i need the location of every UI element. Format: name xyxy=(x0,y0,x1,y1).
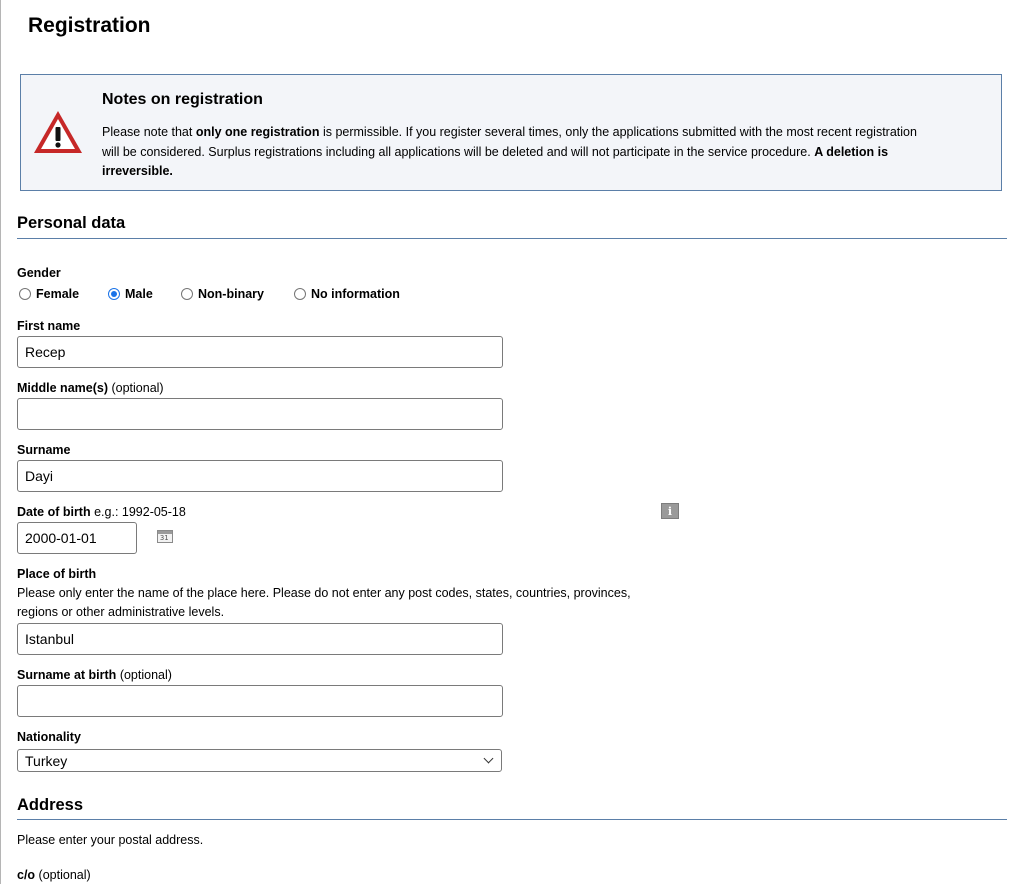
radio-female[interactable] xyxy=(19,288,31,300)
date-of-birth-label: Date of birth e.g.: 1992-05-18 xyxy=(17,505,186,519)
surname-field[interactable]: Dayi xyxy=(17,460,503,492)
nationality-label: Nationality xyxy=(17,730,81,744)
date-of-birth-field[interactable]: 2000-01-01 xyxy=(17,522,137,554)
section-divider xyxy=(17,238,1007,239)
place-of-birth-label: Place of birth xyxy=(17,567,97,581)
radio-label: No information xyxy=(311,287,400,301)
info-icon[interactable]: i xyxy=(661,503,679,519)
section-divider xyxy=(17,819,1007,820)
chevron-down-icon xyxy=(484,754,494,764)
gender-option-female[interactable] xyxy=(19,287,79,301)
gender-option-non-binary[interactable] xyxy=(181,287,264,301)
notice-emphasis-irreversible: A deletion is irreversible. xyxy=(102,144,889,178)
notice-text-part: Please note that xyxy=(102,125,196,139)
page-left-border xyxy=(0,0,1,884)
registration-notice xyxy=(20,74,1002,191)
radio-label: Female xyxy=(36,287,80,301)
middle-name-label: Middle name(s) (optional) xyxy=(17,381,164,395)
section-heading-personal-data: Personal data xyxy=(17,214,126,232)
first-name-label: First name xyxy=(17,319,81,333)
page-title: Registration xyxy=(28,14,151,37)
surname-at-birth-label: Surname at birth (optional) xyxy=(17,668,172,682)
gender-label: Gender xyxy=(17,266,61,280)
gender-option-male[interactable] xyxy=(108,287,153,301)
notice-title: Notes on registration xyxy=(102,91,263,108)
radio-male[interactable] xyxy=(108,288,120,300)
nationality-selected-value: Turkey xyxy=(25,752,68,769)
notice-emphasis-one-registration: only one registration xyxy=(195,125,320,139)
place-of-birth-field[interactable]: Istanbul xyxy=(17,623,503,655)
radio-label: Non-binary xyxy=(198,287,264,301)
radio-non-binary[interactable] xyxy=(181,288,193,300)
middle-name-field[interactable] xyxy=(17,398,503,430)
first-name-field[interactable]: Recep xyxy=(17,336,503,368)
surname-at-birth-field[interactable] xyxy=(17,685,503,717)
warning-icon xyxy=(32,108,84,156)
notice-text xyxy=(102,123,932,182)
co-label: c/o (optional) xyxy=(17,868,91,882)
radio-no-information[interactable] xyxy=(294,288,306,300)
place-of-birth-help-line-1: Please only enter the name of the place here. Please do not enter any post codes, states, countries, provinces, xyxy=(17,586,631,600)
surname-label: Surname xyxy=(17,443,71,457)
section-heading-address: Address xyxy=(17,796,84,814)
place-of-birth-help-line-2: regions or other administrative levels. xyxy=(17,605,225,619)
notice-text-part: is permissible. If you register several times, only the applications submitted with the most recent registration will be considered. Surplus registrations including all applications will be deleted and will not participate in the service procedure. xyxy=(102,125,917,159)
address-intro: Please enter your postal address. xyxy=(17,833,204,847)
nationality-select[interactable] xyxy=(17,749,502,772)
radio-label: Male xyxy=(125,287,153,301)
gender-option-no-information[interactable] xyxy=(294,287,400,301)
calendar-icon[interactable]: 31 xyxy=(157,530,173,543)
